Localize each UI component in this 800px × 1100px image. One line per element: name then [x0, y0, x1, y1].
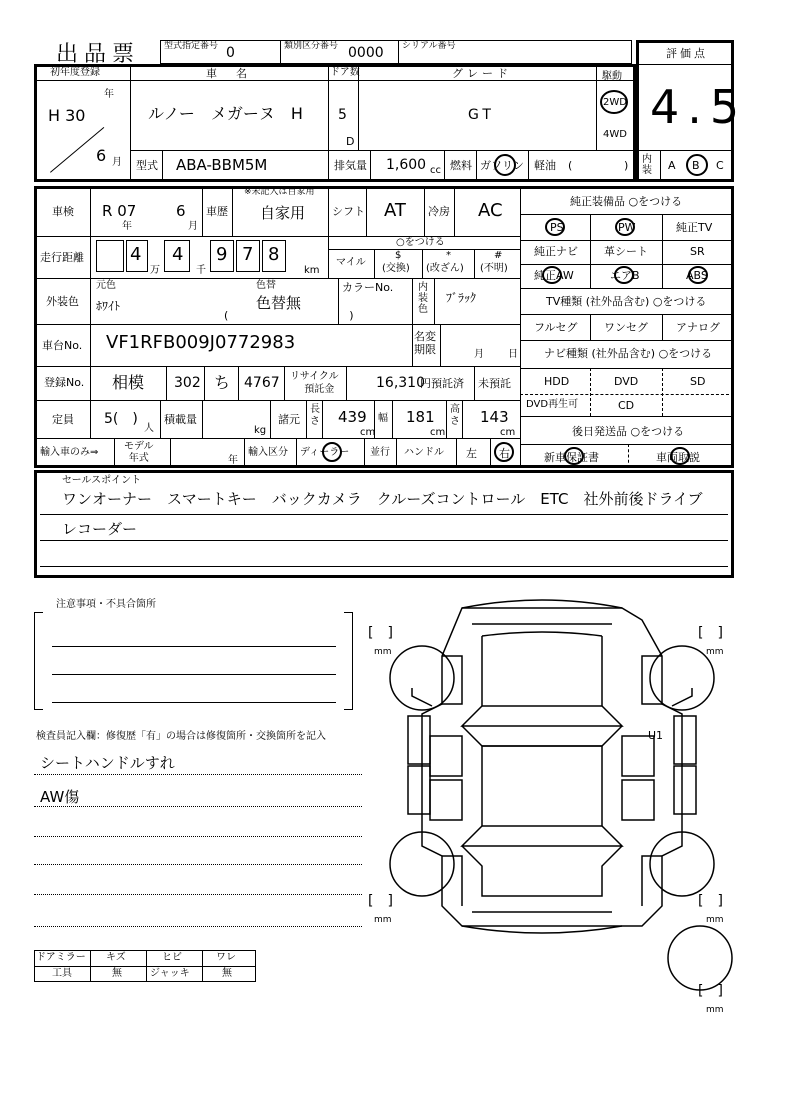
displacement-value: 1,600 [386, 157, 427, 173]
tv-oneseg: ワンセグ [604, 321, 648, 334]
mm-label: mm [706, 647, 724, 657]
history-note: ※未記入は自家用 [244, 187, 315, 197]
equip-pw-circle [615, 218, 635, 236]
doors-value: 5 [338, 107, 347, 123]
equipment-title: 純正装備品 ○をつける [570, 195, 683, 208]
drive-4wd: 4WD [603, 129, 627, 140]
handle-left: 左 [466, 447, 477, 460]
form-title: 出品票 [56, 42, 141, 67]
shaken-label: 車検 [52, 205, 74, 218]
equip-ps: PS [550, 221, 564, 234]
first-reg-label: 初年度登録 [50, 67, 100, 78]
interior-b: B [692, 159, 700, 172]
shift-label: シフト [332, 205, 365, 218]
mileage-digit: 9 [216, 244, 228, 265]
sales-point-label: セールスポイント [62, 475, 142, 486]
inspector-line-1: シートハンドルすれ [40, 754, 175, 772]
caution-bracket-left [34, 612, 43, 710]
grade-value: GT [468, 107, 495, 123]
mileage-digit: 4 [130, 244, 142, 265]
tv-title: TV種類 (社外品含む) ○をつける [546, 295, 707, 308]
type-no-label: 型式指定番号 [164, 41, 219, 51]
mileage-tamper: (改ざん) [426, 263, 464, 274]
navi-sd: SD [690, 375, 706, 388]
car-name-value: ルノー メガーヌ H [148, 104, 303, 123]
color-no-label: カラーNo. [342, 281, 394, 294]
dims-label: 諸元 [278, 413, 300, 426]
table-scratch: キズ [106, 952, 126, 963]
chassis-value: VF1RFB009J0772983 [106, 332, 296, 353]
equip-navi: 純正ナビ [534, 245, 578, 258]
equip-aw-circle [542, 266, 562, 284]
tv-analog: アナログ [676, 321, 720, 334]
recycle-paid: 円預託済 [420, 377, 464, 390]
equip-sr: SR [690, 245, 705, 258]
score-value: 4.5 [650, 80, 748, 134]
equip-abs: ABS [686, 269, 708, 282]
chassis-label: 車台No. [42, 339, 83, 352]
mm-label: mm [706, 1005, 724, 1015]
name-change-label: 名変 期限 [414, 330, 436, 356]
interior-color-value: ﾌﾞﾗｯｸ [446, 291, 477, 305]
model-year-label: モデル 年式 [124, 441, 154, 464]
equip-leather: 革シート [604, 245, 648, 258]
navi-hdd: HDD [544, 375, 570, 388]
navi-dvd: DVD [614, 375, 639, 388]
import-parallel: 並行 [370, 447, 390, 458]
length-value: 439 [338, 408, 367, 426]
class-no-label: 類別区分番号 [284, 41, 339, 51]
model-value: ABA-BBM5M [176, 156, 268, 174]
capacity-value: 5( ) [104, 411, 138, 427]
mileage-digit: 7 [242, 244, 254, 265]
shaken-era: R 07 [102, 202, 137, 220]
caution-label: 注意事項・不具合箇所 [56, 599, 156, 610]
later-manual: 車両取説 [656, 451, 700, 464]
drive-2wd: 2WD [603, 97, 627, 108]
type-no-value: 0 [226, 45, 235, 61]
grade-label: グレード [452, 67, 512, 80]
displacement-label: 排気量 [334, 159, 367, 172]
equip-airbag-circle [614, 266, 634, 284]
fuel-gasoline: ガソリン [480, 159, 524, 172]
width-value: 181 [406, 408, 435, 426]
height-value: 143 [480, 408, 509, 426]
ac-label: 冷房 [428, 205, 450, 218]
handle-right: 右 [499, 447, 510, 460]
ac-value: AC [478, 200, 503, 221]
interior-c: C [716, 159, 724, 172]
serial-label: シリアル番号 [402, 41, 456, 51]
score-label: 評価点 [666, 47, 708, 60]
later-warranty: 新車保証書 [544, 451, 599, 464]
import-label: 輸入車のみ⇒ [40, 447, 99, 458]
sales-point-block [34, 470, 734, 578]
shaken-month: 6 [176, 202, 186, 220]
table-mirror: ドアミラー [36, 952, 86, 963]
equip-abs-circle [688, 266, 708, 284]
recycle-amount: 16,310 [376, 375, 425, 391]
car-name-label: 車 名 [206, 67, 251, 80]
handle-label: ハンドル [404, 447, 444, 458]
mm-label: mm [374, 647, 392, 657]
drive-2wd-circle [600, 90, 628, 114]
import-dealer-circle [322, 442, 342, 462]
recycle-label: リサイクル 預託金 [290, 371, 339, 395]
model-label: 型式 [136, 159, 158, 172]
class-no-value: 0000 [348, 45, 384, 61]
handle-right-circle [494, 442, 514, 462]
doors-label: ドア数 [330, 67, 360, 78]
later-warranty-circle [564, 447, 584, 465]
later-title: 後日発送品 ○をつける [572, 425, 685, 438]
mileage-label: 走行距離 [40, 251, 84, 264]
mileage-unknown: (不明) [480, 263, 508, 274]
car-damage-diagram [362, 596, 742, 1026]
table-tools: 工具 [52, 968, 72, 979]
table-jack: ジャッキ [150, 968, 190, 979]
height-label: 高 さ [450, 404, 460, 427]
mileage-digit-box [96, 240, 124, 272]
first-reg-month: 6 [96, 146, 107, 165]
load-label: 積載量 [164, 413, 197, 426]
width-label: 幅 [378, 413, 388, 424]
navi-title: ナビ種類 (社外品含む) ○をつける [544, 347, 713, 360]
door-type: D [346, 135, 355, 148]
reg-area: 相模 [112, 373, 145, 392]
interior-a: A [668, 159, 676, 172]
history-value: 自家用 [260, 204, 306, 222]
history-label: 車歴 [206, 205, 228, 218]
tv-fullseg: フルセグ [534, 321, 578, 334]
navi-dvd-play: DVD再生可 [526, 399, 579, 410]
inspector-line-2: AW傷 [40, 788, 80, 806]
length-label: 長 さ [310, 404, 320, 427]
interior-label: 内 装 [642, 154, 652, 176]
import-type-label: 輸入区分 [248, 447, 288, 458]
caution-bracket-right [344, 612, 353, 710]
equip-airbag: エアB [610, 269, 640, 282]
shift-value: AT [384, 200, 406, 221]
mileage-digit: 4 [172, 244, 184, 265]
sales-line-2: レコーダー [62, 520, 138, 538]
fuel-label: 燃料 [450, 159, 472, 172]
equip-pw: PW [618, 221, 636, 234]
first-reg-era: H 30 [48, 106, 86, 125]
mileage-digit: 8 [268, 244, 280, 265]
later-manual-circle [670, 447, 690, 465]
interior-b-circle [686, 154, 708, 176]
reg-number: 4767 [244, 375, 280, 391]
capacity-label: 定員 [52, 413, 74, 426]
drive-label: 駆動 [602, 71, 622, 82]
navi-cd: CD [618, 399, 635, 412]
mm-label: mm [706, 915, 724, 925]
interior-color-label: 内 装 色 [418, 282, 428, 315]
sales-line-1: ワンオーナー スマートキー バックカメラ クルーズコントロール ETC 社外前後ドライブ [62, 490, 703, 508]
fuel-diesel: 軽油 [534, 159, 556, 172]
reg-class: 302 [174, 375, 201, 391]
equip-ps-circle [545, 218, 565, 236]
reg-label: 登録No. [44, 376, 85, 389]
equip-aw: 純正AW [534, 269, 574, 282]
table-tools-value: 無 [112, 968, 122, 979]
table-jack-value: 無 [222, 968, 232, 979]
repaint-value: 色替無 [256, 294, 302, 312]
damage-mark-u1: U1 [648, 729, 664, 742]
mileage-mark-note: ○をつける [396, 237, 445, 248]
table-crack: ヒビ [162, 952, 182, 963]
equip-tv: 純正TV [676, 221, 713, 234]
fuel-gasoline-circle [494, 154, 516, 176]
mileage-mile: マイル [336, 257, 366, 268]
reg-kana: ち [214, 373, 231, 392]
mileage-exchange: (交換) [382, 263, 410, 274]
mm-label: mm [374, 915, 392, 925]
recycle-unpaid: 未預託 [478, 377, 511, 390]
import-dealer: ディーラー [300, 447, 350, 458]
exterior-color-label: 外装色 [46, 295, 79, 308]
original-color-value: ﾎﾜｲﾄ [96, 299, 121, 313]
table-break: ワレ [216, 952, 236, 963]
inspector-label: 検査員記入欄：修復歴「有」の場合は修復箇所・交換箇所を記入 [36, 731, 326, 742]
